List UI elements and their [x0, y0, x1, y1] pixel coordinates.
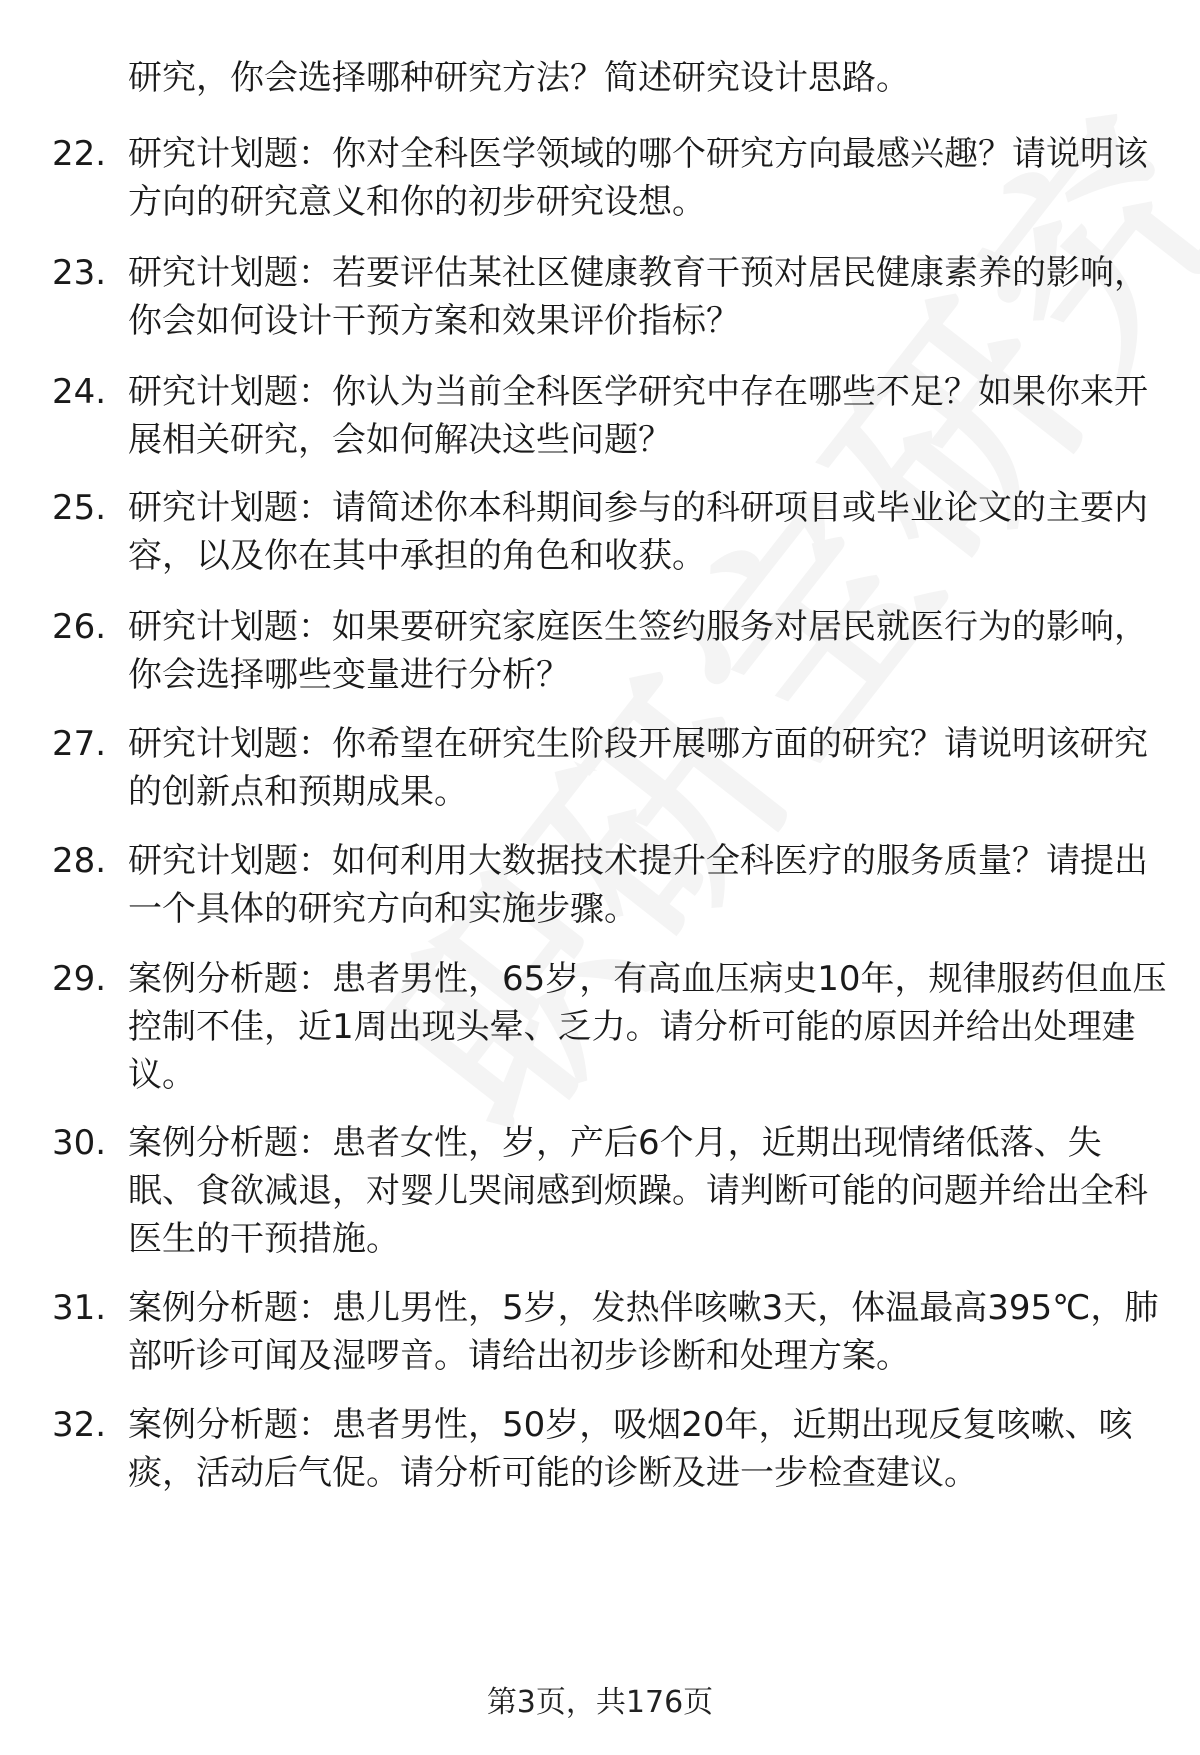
question-number: 25.: [52, 488, 107, 528]
question-text: 研究计划题：你希望在研究生阶段开展哪方面的研究？请说明该研究的创新点和预期成果。: [128, 724, 1148, 812]
question-number: 32.: [52, 1405, 107, 1445]
question-text: 研究计划题：如何利用大数据技术提升全科医疗的服务质量？请提出一个具体的研究方向和实施步骤。: [128, 841, 1148, 929]
question-number: 29.: [52, 959, 107, 999]
question-text: 研究计划题：如果要研究家庭医生签约服务对居民就医行为的影响，你会选择哪些变量进行分析？: [128, 607, 1148, 695]
question-text: 案例分析题：患者男性，50岁，吸烟20年，近期出现反复咳嗽、咳痰，活动后气促。请分析可能的诊断及进一步检查建议。: [128, 1405, 1133, 1493]
question-text: 研究计划题：若要评估某社区健康教育干预对居民健康素养的影响，你会如何设计干预方案和效果评价指标？: [128, 253, 1148, 341]
question-number: 28.: [52, 841, 107, 881]
question-text: 研究计划题：你对全科医学领域的哪个研究方向最感兴趣？请说明该方向的研究意义和你的初步研究设想。: [128, 134, 1148, 222]
question-text: 案例分析题：患者女性，岁，产后6个月，近期出现情绪低落、失眠、食欲减退，对婴儿哭闹感到烦躁。请判断可能的问题并给出全科医生的干预措施。: [128, 1123, 1148, 1259]
question-text: 案例分析题：患儿男性，5岁，发热伴咳嗽3天，体温最高395℃，肺部听诊可闻及湿啰音。请给出初步诊断和处理方案。: [128, 1288, 1159, 1376]
question-number: 23.: [52, 253, 107, 293]
continuation-text: 研究，你会选择哪种研究方法？简述研究设计思路。: [128, 58, 910, 98]
question-number: 24.: [52, 372, 107, 412]
page-footer: 第3页，共176页: [486, 1685, 714, 1720]
question-number: 31.: [52, 1288, 107, 1328]
question-text: 案例分析题：患者男性，65岁，有高血压病史10年，规律服药但血压控制不佳，近1周出现头晕、乏力。请分析可能的原因并给出处理建议。: [128, 959, 1167, 1095]
question-text: 研究计划题：请简述你本科期间参与的科研项目或毕业论文的主要内容，以及你在其中承担的角色和收获。: [128, 488, 1148, 576]
question-text: 研究计划题：你认为当前全科医学研究中存在哪些不足？如果你来开展相关研究，会如何解决这些问题？: [128, 372, 1148, 460]
question-number: 26.: [52, 607, 107, 647]
question-number: 30.: [52, 1123, 107, 1163]
question-number: 27.: [52, 724, 107, 764]
question-number: 22.: [52, 134, 107, 174]
